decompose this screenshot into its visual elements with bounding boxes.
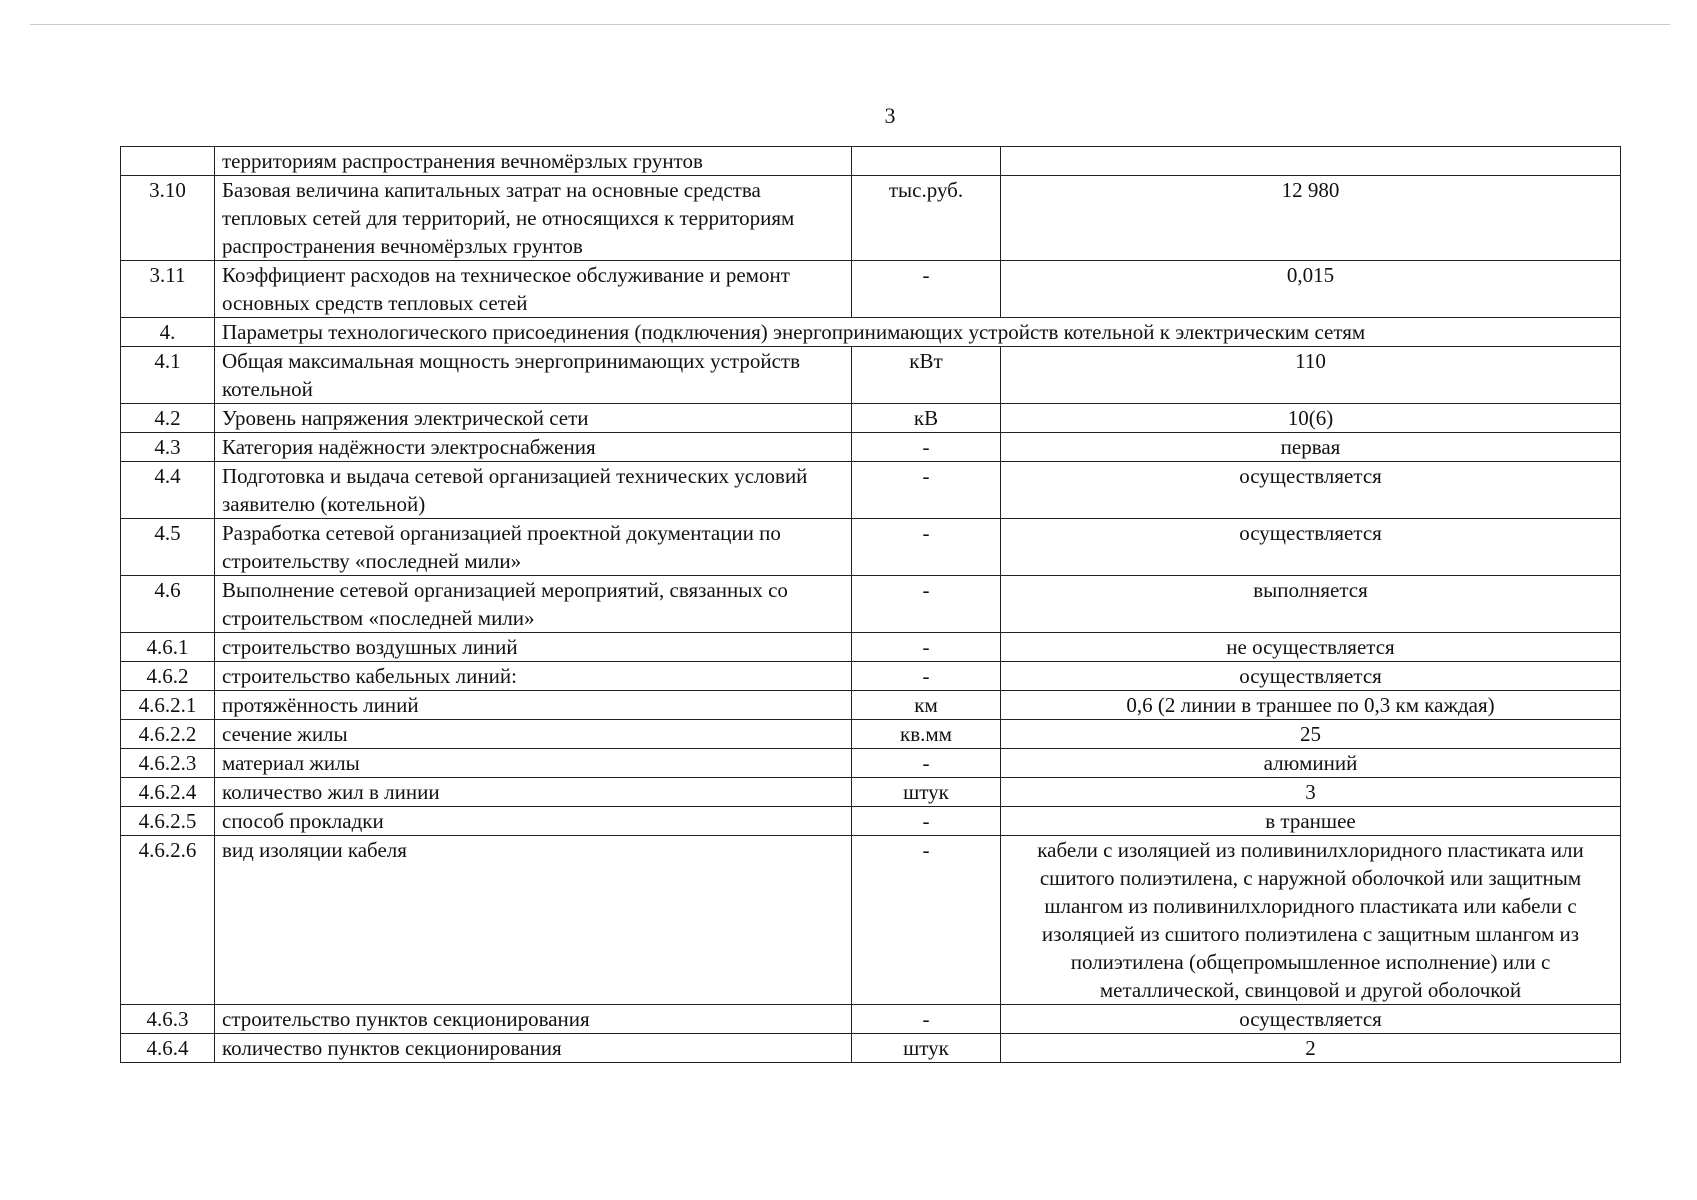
parameter-unit: км [852, 691, 1001, 720]
table-row [121, 720, 1621, 749]
parameter-value: осуществляется [1001, 1005, 1621, 1034]
parameter-value: осуществляется [1001, 519, 1621, 576]
parameter-unit: - [852, 519, 1001, 576]
parameter-unit: кв.мм [852, 720, 1001, 749]
row-number: 4.3 [121, 433, 215, 462]
table-row [121, 519, 1621, 576]
parameter-name: Категория надёжности электроснабжения [215, 433, 852, 462]
parameter-unit: штук [852, 778, 1001, 807]
parameter-value: 110 [1001, 347, 1621, 404]
parameter-value: в траншее [1001, 807, 1621, 836]
row-number: 4.6.2.6 [121, 836, 215, 1005]
parameter-unit: - [852, 836, 1001, 1005]
row-number: 4.6 [121, 576, 215, 633]
parameter-value: осуществляется [1001, 662, 1621, 691]
parameter-unit: штук [852, 1034, 1001, 1063]
parameter-name: Общая максимальная мощность энергопринимающих устройств котельной [215, 347, 852, 404]
table-row [121, 836, 1621, 1005]
row-number [121, 147, 215, 176]
parameter-name: строительство кабельных линий: [215, 662, 852, 691]
parameter-value: первая [1001, 433, 1621, 462]
parameter-name: строительство пунктов секционирования [215, 1005, 852, 1034]
parameter-value: алюминий [1001, 749, 1621, 778]
parameter-value: осуществляется [1001, 462, 1621, 519]
parameter-name: протяжённость линий [215, 691, 852, 720]
row-number: 4.6.4 [121, 1034, 215, 1063]
row-number: 4.5 [121, 519, 215, 576]
parameter-value: выполняется [1001, 576, 1621, 633]
page-number: 3 [884, 103, 896, 128]
table-row [121, 807, 1621, 836]
parameter-unit: кВ [852, 404, 1001, 433]
parameter-name: количество жил в линии [215, 778, 852, 807]
table-row [121, 261, 1621, 318]
parameter-unit: - [852, 462, 1001, 519]
parameter-value: не осуществляется [1001, 633, 1621, 662]
parameter-unit: - [852, 633, 1001, 662]
table-row [121, 662, 1621, 691]
table-row [121, 778, 1621, 807]
table-row [121, 576, 1621, 633]
parameter-value: 25 [1001, 720, 1621, 749]
parameter-value: кабели с изоляцией из поливинилхлоридного пластиката или сшитого полиэтилена, с наружной оболочкой или защитным шлангом из поливинилхлоридного пластиката или кабели с изоляцией из сшитого полиэтилена с защитным шлангом из полиэтилена (общепромышленное исполнение) или с металлической, свинцовой и другой оболочкой [1001, 836, 1621, 1005]
parameter-value: 3 [1001, 778, 1621, 807]
parameter-name: Подготовка и выдача сетевой организацией технических условий заявителю (котельной) [215, 462, 852, 519]
row-number: 4. [121, 318, 215, 347]
parameter-unit: кВт [852, 347, 1001, 404]
row-number: 4.1 [121, 347, 215, 404]
table-row [121, 691, 1621, 720]
parameter-name: Коэффициент расходов на техническое обслуживание и ремонт основных средств тепловых сетей [215, 261, 852, 318]
table-row [121, 318, 1621, 347]
scan-edge-line [30, 24, 1670, 25]
parameter-value [1001, 147, 1621, 176]
section-heading: Параметры технологического присоединения (подключения) энергопринимающих устройств котельной к электрическим сетям [215, 318, 1621, 347]
parameter-name: вид изоляции кабеля [215, 836, 852, 1005]
row-number: 4.6.2.2 [121, 720, 215, 749]
parameter-name: материал жилы [215, 749, 852, 778]
parameter-value: 0,015 [1001, 261, 1621, 318]
parameter-unit: - [852, 261, 1001, 318]
parameter-name: способ прокладки [215, 807, 852, 836]
row-number: 4.6.2.5 [121, 807, 215, 836]
parameters-table [120, 146, 1621, 1063]
parameter-name: территориям распространения вечномёрзлых грунтов [215, 147, 852, 176]
table-row [121, 347, 1621, 404]
row-number: 4.4 [121, 462, 215, 519]
row-number: 4.6.2.4 [121, 778, 215, 807]
row-number: 4.6.2.3 [121, 749, 215, 778]
parameter-unit: - [852, 749, 1001, 778]
parameter-value: 10(6) [1001, 404, 1621, 433]
row-number: 4.6.3 [121, 1005, 215, 1034]
table-row [121, 147, 1621, 176]
table-row [121, 462, 1621, 519]
parameter-unit: - [852, 433, 1001, 462]
parameter-value: 0,6 (2 линии в траншее по 0,3 км каждая) [1001, 691, 1621, 720]
row-number: 4.2 [121, 404, 215, 433]
table-row [121, 633, 1621, 662]
parameter-name: количество пунктов секционирования [215, 1034, 852, 1063]
parameter-name: Разработка сетевой организацией проектной документации по строительству «последней мили» [215, 519, 852, 576]
table-row [121, 176, 1621, 261]
table-row [121, 1034, 1621, 1063]
parameter-name: строительство воздушных линий [215, 633, 852, 662]
parameter-unit: - [852, 576, 1001, 633]
row-number: 4.6.1 [121, 633, 215, 662]
row-number: 3.10 [121, 176, 215, 261]
table-row [121, 404, 1621, 433]
parameter-unit: - [852, 807, 1001, 836]
parameter-value: 12 980 [1001, 176, 1621, 261]
parameter-name: сечение жилы [215, 720, 852, 749]
parameters-table-body [121, 147, 1621, 1063]
row-number: 4.6.2.1 [121, 691, 215, 720]
table-row [121, 1005, 1621, 1034]
parameter-unit: тыс.руб. [852, 176, 1001, 261]
table-row [121, 433, 1621, 462]
parameter-unit: - [852, 662, 1001, 691]
parameter-unit: - [852, 1005, 1001, 1034]
table-row [121, 749, 1621, 778]
parameter-unit [852, 147, 1001, 176]
row-number: 4.6.2 [121, 662, 215, 691]
parameter-name: Уровень напряжения электрической сети [215, 404, 852, 433]
row-number: 3.11 [121, 261, 215, 318]
parameter-name: Базовая величина капитальных затрат на основные средства тепловых сетей для территорий, не относящихся к территориям распространения вечномёрзлых грунтов [215, 176, 852, 261]
parameter-name: Выполнение сетевой организацией мероприятий, связанных со строительством «последней мили» [215, 576, 852, 633]
parameter-value: 2 [1001, 1034, 1621, 1063]
